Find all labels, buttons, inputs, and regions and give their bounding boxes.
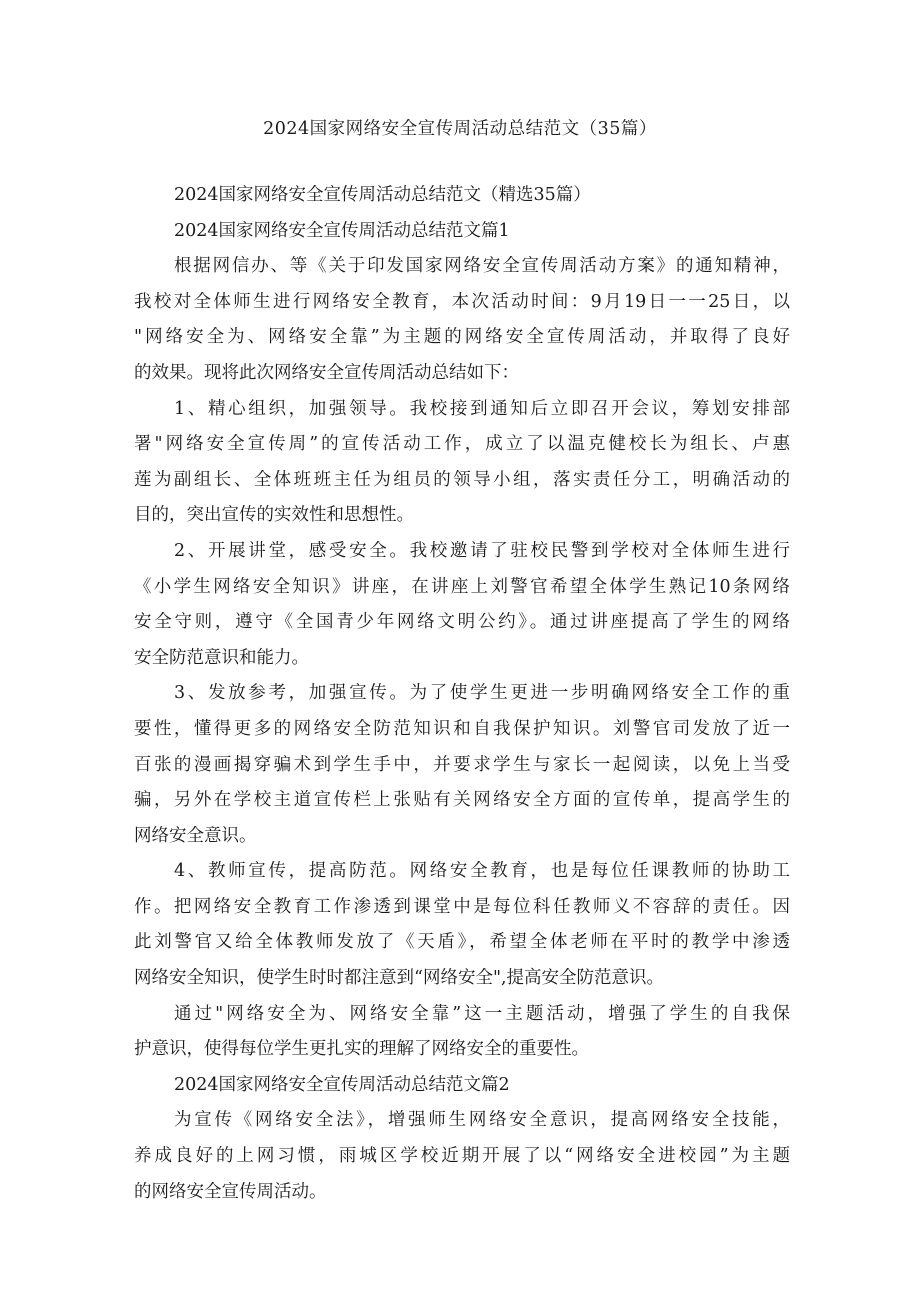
document-title: 2024国家网络安全宣传周活动总结范文（35篇）	[263, 119, 657, 139]
text-line: 养成良好的上网习惯，雨城区学校近期开展了以“网络安全进校园”为主题	[134, 1146, 790, 1167]
text-line: 骗，另外在学校主道宣传栏上张贴有关网络安全方面的宣传单，提高学生的	[134, 790, 790, 811]
text-line: 安全守则，遵守《全国青少年网络文明公约》。通过讲座提高了学生的网络	[134, 612, 790, 633]
text-line: 《小学生网络安全知识》讲座，在讲座上刘警官希望全体学生熟记10条网络	[134, 576, 790, 597]
text-line: 网络安全知识，使学生时时都注意到“网络安全",提高安全防范意识。	[134, 968, 665, 989]
text-line: 1、精心组织，加强领导。我校接到通知后立即召开会议，筹划安排部	[174, 398, 790, 419]
text-line: 3、发放参考，加强宣传。为了使学生更进一步明确网络安全工作的重	[174, 683, 790, 704]
text-line: 为宣传《网络安全法》，增强师生网络安全意识，提高网络安全技能，	[174, 1110, 790, 1131]
text-line: 我校对全体师生进行网络安全教育，本次活动时间：9月19日一一25日，以	[134, 291, 790, 312]
text-line: 目的，突出宣传的实效性和思想性。	[134, 505, 414, 526]
text-line: 网络安全意识。	[134, 825, 257, 846]
text-line: 的效果。现将此次网络安全宣传周活动总结如下：	[134, 362, 519, 383]
text-line: 根据网信办、等《关于印发国家网络安全宣传周活动方案》的通知精神，	[174, 256, 790, 277]
text-line: 的网络安全宣传周活动。	[134, 1181, 327, 1202]
text-line: 百张的漫画揭穿骗术到学生手中，并要求学生与家长一起阅读，以免上当受	[134, 754, 790, 775]
text-line: 安全防范意识和能力。	[134, 647, 309, 668]
text-line: 要性，懂得更多的网络安全防范知识和自我保护知识。刘警官司发放了近一	[134, 718, 790, 739]
text-line: "网络安全为、网络安全靠”为主题的网络安全宣传周活动，并取得了良好	[134, 327, 790, 348]
text-line: 护意识，使得每位学生更扎实的理解了网络安全的重要性。	[134, 1039, 589, 1060]
text-line: 4、教师宣传，提高防范。网络安全教育，也是每位任课教师的协助工	[174, 861, 790, 882]
text-line: 此刘警官又给全体教师发放了《天盾》，希望全体老师在平时的教学中渗透	[134, 932, 790, 953]
text-line: 作。把网络安全教育工作渗透到课堂中是每位科任教师义不容辞的责任。因	[134, 896, 790, 917]
text-line: 2024国家网络安全宣传周活动总结范文篇1	[174, 220, 510, 241]
text-line: 2024国家网络安全宣传周活动总结范文篇2	[174, 1074, 510, 1095]
text-line: 通过"网络安全为、网络安全靠”这一主题活动，增强了学生的自我保	[174, 1003, 790, 1024]
text-line: 2、开展讲堂，感受安全。我校邀请了驻校民警到学校对全体师生进行	[174, 540, 790, 561]
document-body	[134, 178, 790, 1210]
text-line: 2024国家网络安全宣传周活动总结范文（精选35篇）	[174, 185, 591, 205]
text-line: 莲为副组长、全体班班主任为组员的领导小组，落实责任分工，明确活动的	[134, 469, 790, 490]
text-line: 署"网络安全宣传周”的宣传活动工作，成立了以温克健校长为组长、卢惠	[134, 434, 790, 455]
